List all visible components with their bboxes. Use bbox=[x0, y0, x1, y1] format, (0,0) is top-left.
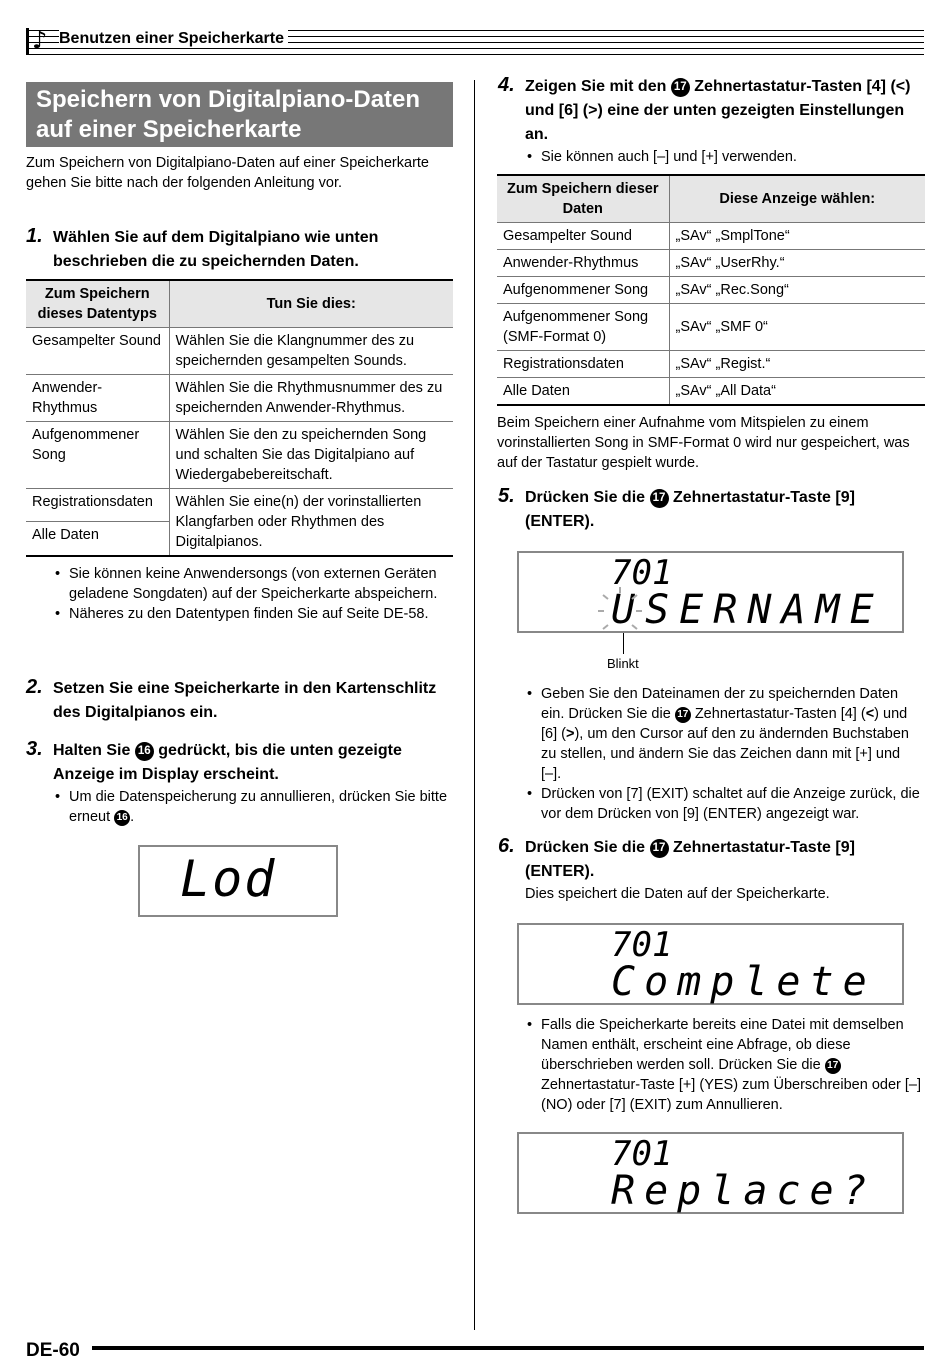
data-type-table bbox=[26, 279, 453, 557]
key-16-icon: 16 bbox=[114, 810, 130, 826]
table-header: Diese Anzeige wählen: bbox=[669, 175, 925, 223]
step-6: 6. Drücken Sie die 17 Zehnertastatur-Taste [9] (ENTER). bbox=[498, 835, 855, 880]
header-title: Benutzen einer Speicherkarte bbox=[59, 30, 288, 48]
table-header: Zum Speichern dieser Daten bbox=[497, 175, 669, 223]
footer-rule bbox=[92, 1346, 924, 1350]
display-selection-table bbox=[497, 174, 925, 406]
step-number: 4. bbox=[498, 74, 515, 96]
table-row: Alle Daten bbox=[26, 522, 453, 556]
step-3-notes bbox=[53, 787, 451, 827]
list-item: • Sie können keine Anwendersongs (von externen Geräten geladene Songdaten) auf der Speicherkarte abspeichern. bbox=[53, 564, 451, 604]
key-16-icon: 16 bbox=[135, 742, 154, 761]
step-number: 6. bbox=[498, 835, 515, 857]
column-divider bbox=[474, 80, 475, 1330]
list-item: • Näheres zu den Datentypen finden Sie auf Seite DE-58. bbox=[53, 604, 451, 624]
table-row: Gesampelter Sound Wählen Sie die Klangnummer des zu speichernden gesampelten Sounds. bbox=[26, 328, 453, 375]
intro-text: Zum Speichern von Digitalpiano-Daten auf einer Speicherkarte gehen Sie bitte nach der folgenden Anleitung vor. bbox=[26, 155, 429, 191]
table-row: Aufgenommener Song (SMF-Format 0) „SAv“ „SMF 0“ bbox=[497, 304, 925, 351]
table-row: Registrationsdaten Wählen Sie eine(n) der vorinstallierten Klangfarben oder Rhythmen des Digitalpianos. bbox=[26, 489, 453, 522]
blink-label: Blinkt bbox=[607, 656, 639, 671]
lcd-main-text: Complete bbox=[611, 959, 876, 1005]
lcd-display-replace bbox=[517, 1132, 904, 1214]
step-4: 4. Zeigen Sie mit den 17 Zehnertastatur-Tasten [4] (<) und [6] (>) eine der unten gezeigten Einstellungen an. bbox=[498, 74, 911, 143]
lcd-display-complete bbox=[517, 923, 904, 1005]
list-item: • Geben Sie den Dateinamen der zu speichernden Daten ein. Drücken Sie die 17 Zehnertastatur-Tasten [4] (<) und [6] (>), um den Cursor auf den zu ändernden Buchstaben zu stellen, und ändern Sie das Zeichen dann mit [+] und [–]. bbox=[525, 684, 924, 784]
step-2 bbox=[26, 677, 451, 725]
smf-note: Beim Speichern einer Aufnahme vom Mitspielen zu einem vorinstallierten Song in SMF-Format 0 wird nur gespeichert, was auf der Tastatur gespielt wurde. bbox=[497, 415, 910, 471]
step-text: gedrückt, bis die unten gezeigte Anzeige im Display erscheint. bbox=[53, 742, 402, 783]
lcd-main-text: USERNAME bbox=[611, 587, 884, 633]
key-17-icon: 17 bbox=[671, 78, 690, 97]
table-row: Anwender-Rhythmus Wählen Sie die Rhythmusnummer des zu speichernden Anwender-Rhythmus. bbox=[26, 375, 453, 422]
key-17-icon: 17 bbox=[675, 707, 691, 723]
lcd-main-text: Replace? bbox=[611, 1168, 876, 1214]
chevron-right-icon: > bbox=[565, 726, 575, 742]
chevron-left-icon: < bbox=[895, 78, 906, 95]
lcd-display-username bbox=[517, 551, 904, 633]
step-text: Zeigen Sie mit den bbox=[525, 78, 667, 95]
table-row: Registrationsdaten „SAv“ „Regist.“ bbox=[497, 351, 925, 378]
step-1-notes bbox=[53, 564, 451, 624]
table-header: Tun Sie dies: bbox=[169, 280, 453, 328]
section-banner: Speichern von Digitalpiano-Daten auf einer Speicherkarte bbox=[26, 82, 453, 147]
blink-pointer-line bbox=[623, 633, 624, 654]
step-3 bbox=[26, 739, 451, 787]
step-5-notes bbox=[525, 684, 924, 824]
lcd-display-lod bbox=[138, 845, 338, 917]
key-17-icon: 17 bbox=[650, 839, 669, 858]
running-header bbox=[26, 24, 924, 56]
step-6-notes bbox=[525, 1015, 924, 1115]
blink-indicator-icon bbox=[597, 585, 643, 637]
key-17-icon: 17 bbox=[825, 1058, 841, 1074]
table-row: Anwender-Rhythmus „SAv“ „UserRhy.“ bbox=[497, 250, 925, 277]
lcd-top-text: 701 bbox=[611, 925, 673, 965]
music-note-icon: ♪ bbox=[32, 26, 48, 54]
lcd-top-text: 701 bbox=[611, 553, 673, 593]
table-row: Aufgenommener Song Wählen Sie den zu speichernden Song und schalten Sie das Digitalpiano auf Wiedergabebereitschaft. bbox=[26, 422, 453, 489]
chevron-left-icon: < bbox=[865, 706, 875, 722]
lcd-text: Lod bbox=[180, 850, 277, 908]
table-row: Gesampelter Sound „SAv“ „SmplTone“ bbox=[497, 223, 925, 250]
step-6-subtext: Dies speichert die Daten auf der Speicherkarte. bbox=[525, 886, 830, 902]
lcd-top-text: 701 bbox=[611, 1134, 673, 1174]
step-4-notes bbox=[525, 147, 924, 167]
step-text: Setzen Sie eine Speicherkarte in den Kartenschlitz des Digitalpianos ein. bbox=[53, 680, 437, 721]
step-number: 1. bbox=[26, 225, 43, 247]
table-row: Aufgenommener Song „SAv“ „Rec.Song“ bbox=[497, 277, 925, 304]
list-item: • Falls die Speicherkarte bereits eine Datei mit demselben Namen enthält, erscheint eine Abfrage, ob diese überschrieben werden soll. Drücken Sie die 17 Zehnertastatur-Taste [+] (YES) zum Überschreiben oder [–] (NO) oder [7] (EXIT) zum Annullieren. bbox=[525, 1015, 924, 1115]
step-text: Halten Sie bbox=[53, 742, 131, 759]
step-text: Wählen Sie auf dem Digitalpiano wie unten beschrieben die zu speichernden Daten. bbox=[53, 229, 379, 270]
key-17-icon: 17 bbox=[650, 489, 669, 508]
step-5: 5. Drücken Sie die 17 Zehnertastatur-Taste [9] (ENTER). bbox=[498, 485, 855, 530]
list-item: • Drücken von [7] (EXIT) schaltet auf die Anzeige zurück, die vor dem Drücken von [9] (ENTER) angezeigt war. bbox=[525, 784, 924, 824]
list-item: • Sie können auch [–] und [+] verwenden. bbox=[525, 147, 924, 167]
step-number: 3. bbox=[26, 738, 43, 760]
list-item: • Um die Datenspeicherung zu annullieren, drücken Sie bitte erneut 16 . bbox=[53, 787, 451, 827]
step-number: 2. bbox=[26, 676, 43, 698]
page-number: DE-60 bbox=[26, 1340, 80, 1361]
chevron-right-icon: > bbox=[588, 102, 598, 119]
table-header: Zum Speichern dieses Datentyps bbox=[26, 280, 169, 328]
step-number: 5. bbox=[498, 485, 515, 507]
step-1 bbox=[26, 226, 451, 274]
table-row: Alle Daten „SAv“ „All Data“ bbox=[497, 378, 925, 406]
